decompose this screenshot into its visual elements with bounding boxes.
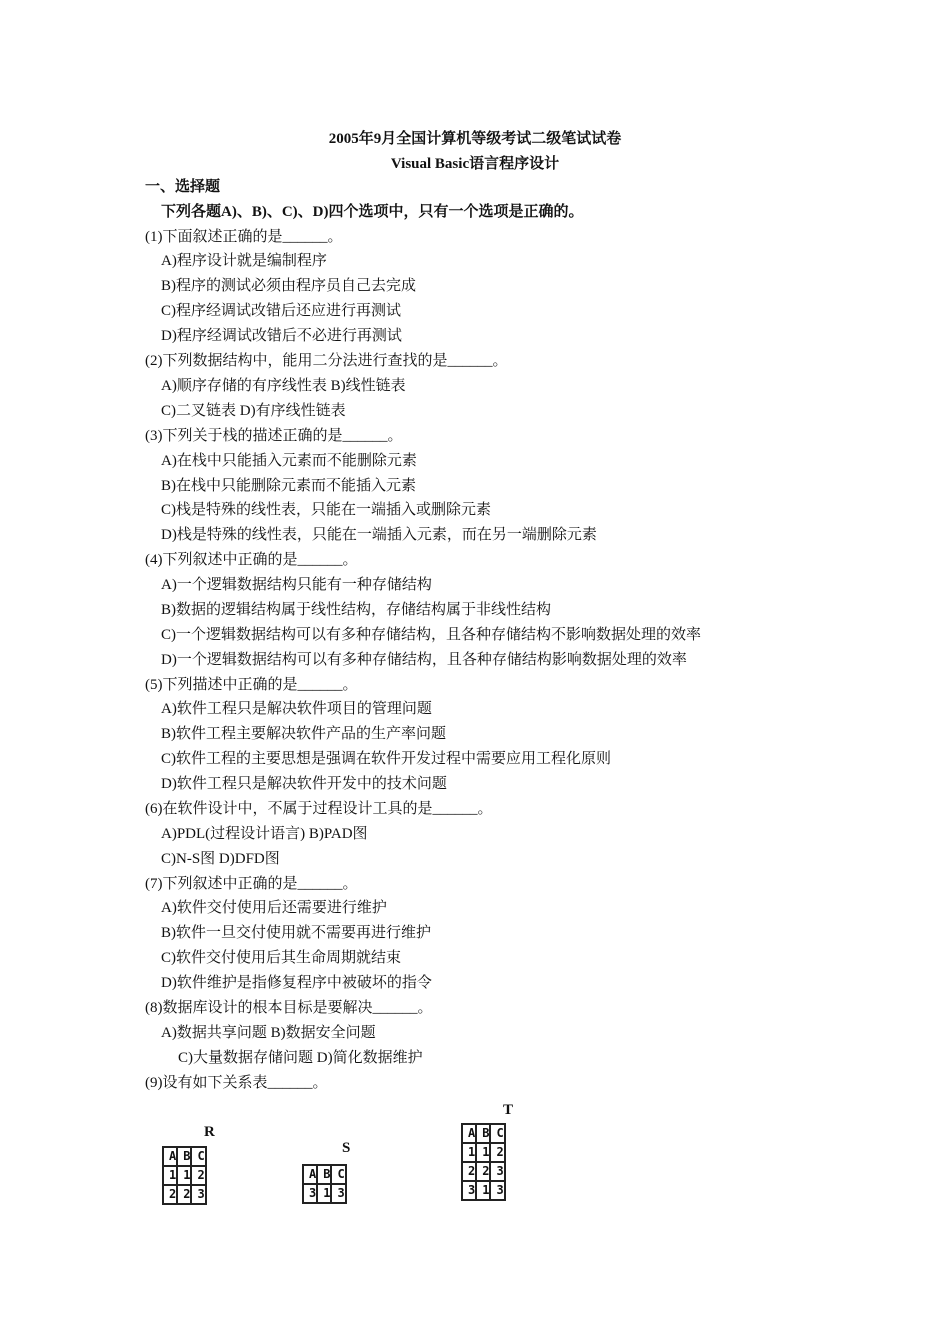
question-stem: (7)下列叙述中正确的是______。 [145, 876, 358, 892]
table-row [163, 1166, 206, 1185]
question-stem: (3)下列关于栈的描述正确的是______。 [145, 428, 403, 444]
question-option: B)软件一旦交付使用就不需要再进行维护 [161, 925, 432, 941]
table-cell: 3 [331, 1184, 345, 1203]
table-cell: 2 [462, 1162, 476, 1181]
table-cell: 2 [476, 1162, 490, 1181]
question-stem: (8)数据库设计的根本目标是要解决______。 [145, 1000, 433, 1016]
table-cell: 1 [177, 1166, 191, 1185]
question-option: A)软件工程只是解决软件项目的管理问题 [161, 701, 432, 717]
table-cell: 3 [191, 1185, 205, 1204]
table-cell: 1 [476, 1143, 490, 1162]
table-header-cell: C [490, 1124, 504, 1143]
question-stem: (1)下面叙述正确的是______。 [145, 229, 343, 245]
exam-subtitle: Visual Basic语言程序设计 [390, 156, 560, 172]
relation-t-table [461, 1123, 506, 1201]
relation-r-name: R [204, 1124, 215, 1140]
question-option: C)软件交付使用后其生命周期就结束 [161, 950, 402, 966]
table-row [462, 1143, 505, 1162]
table-header-cell: C [331, 1165, 345, 1184]
table-cell: 1 [462, 1143, 476, 1162]
question-stem: (6)在软件设计中，不属于过程设计工具的是______。 [145, 801, 493, 817]
table-cell: 1 [476, 1181, 490, 1200]
question-option: A)顺序存储的有序线性表 B)线性链表 [161, 378, 406, 394]
question-option: D)软件维护是指修复程序中被破坏的指令 [161, 975, 432, 991]
table-header-row [163, 1147, 206, 1166]
relation-r-table [162, 1146, 207, 1205]
question-option: C)大量数据存储问题 D)简化数据维护 [178, 1050, 423, 1066]
table-header-cell: C [191, 1147, 205, 1166]
table-cell: 2 [163, 1185, 177, 1204]
relation-t-name: T [503, 1102, 514, 1118]
table-row [462, 1181, 505, 1200]
table-cell: 3 [462, 1181, 476, 1200]
question-option: A)一个逻辑数据结构只能有一种存储结构 [161, 577, 432, 593]
question-option: D)软件工程只是解决软件开发中的技术问题 [161, 776, 447, 792]
question-stem: (9)设有如下关系表______。 [145, 1075, 328, 1091]
question-option: A)程序设计就是编制程序 [161, 253, 327, 269]
table-header-cell: A [163, 1147, 177, 1166]
question-option: D)程序经调试改错后不必进行再测试 [161, 328, 402, 344]
question-option: C)程序经调试改错后还应进行再测试 [161, 303, 402, 319]
question-option: A)在栈中只能插入元素而不能删除元素 [161, 453, 417, 469]
question-option: A)PDL(过程设计语言) B)PAD图 [161, 826, 368, 842]
exam-title: 2005年9月全国计算机等级考试二级笔试试卷 [328, 131, 622, 147]
relation-s-table [302, 1164, 347, 1204]
section-instruction: 下列各题A)、B)、C)、D)四个选项中，只有一个选项是正确的。 [161, 204, 584, 220]
table-cell: 2 [191, 1166, 205, 1185]
table-cell: 3 [490, 1181, 504, 1200]
question-option: C)二叉链表 D)有序线性链表 [161, 403, 346, 419]
question-option: C)栈是特殊的线性表，只能在一端插入或删除元素 [161, 502, 492, 518]
question-option: C)N-S图 D)DFD图 [161, 851, 280, 867]
table-row [163, 1185, 206, 1204]
table-cell: 2 [177, 1185, 191, 1204]
table-cell: 2 [490, 1143, 504, 1162]
question-option: A)数据共享问题 B)数据安全问题 [161, 1025, 376, 1041]
question-option: D)栈是特殊的线性表，只能在一端插入元素，而在另一端删除元素 [161, 527, 597, 543]
table-row [462, 1162, 505, 1181]
relation-s-name: S [342, 1140, 351, 1156]
question-stem: (2)下列数据结构中，能用二分法进行查找的是______。 [145, 353, 508, 369]
table-header-cell: B [177, 1147, 191, 1166]
question-stem: (4)下列叙述中正确的是______。 [145, 552, 358, 568]
table-header-cell: A [462, 1124, 476, 1143]
question-stem: (5)下列描述中正确的是______。 [145, 677, 358, 693]
table-cell: 1 [317, 1184, 331, 1203]
table-header-cell: B [317, 1165, 331, 1184]
question-option: B)数据的逻辑结构属于线性结构，存储结构属于非线性结构 [161, 602, 552, 618]
question-option: D)一个逻辑数据结构可以有多种存储结构，且各种存储结构影响数据处理的效率 [161, 652, 687, 668]
question-option: C)软件工程的主要思想是强调在软件开发过程中需要应用工程化原则 [161, 751, 612, 767]
table-cell: 3 [490, 1162, 504, 1181]
question-option: C)一个逻辑数据结构可以有多种存储结构，且各种存储结构不影响数据处理的效率 [161, 627, 702, 643]
table-cell: 1 [163, 1166, 177, 1185]
question-option: B)软件工程主要解决软件产品的生产率问题 [161, 726, 447, 742]
table-row [303, 1184, 346, 1203]
table-header-row [303, 1165, 346, 1184]
section-heading: 一、选择题 [145, 179, 221, 195]
question-option: B)在栈中只能删除元素而不能插入元素 [161, 478, 417, 494]
question-option: B)程序的测试必须由程序员自己去完成 [161, 278, 417, 294]
table-cell: 3 [303, 1184, 317, 1203]
table-header-cell: A [303, 1165, 317, 1184]
question-option: A)软件交付使用后还需要进行维护 [161, 900, 387, 916]
table-header-row [462, 1124, 505, 1143]
table-header-cell: B [476, 1124, 490, 1143]
